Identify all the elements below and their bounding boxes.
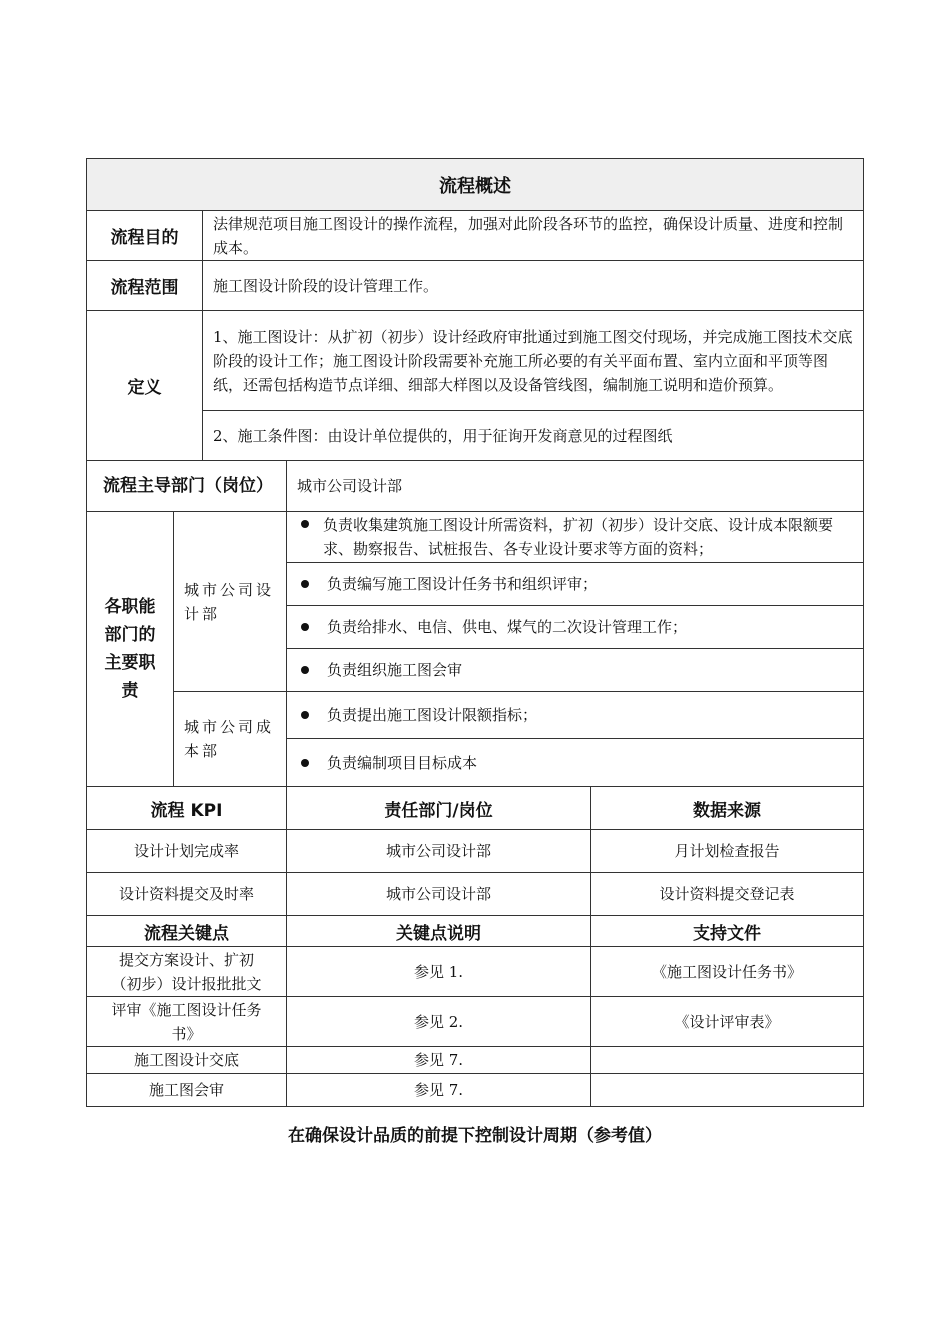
keypoint-cell — [590, 1073, 864, 1107]
keypoint-cell: 参见 7. — [286, 1046, 591, 1074]
keypoint-cell: 参见 2. — [286, 996, 591, 1047]
kpi-header: 流程 KPI — [86, 786, 287, 830]
duty-item: 负责收集建筑施工图设计所需资料，扩初（初步）设计交底、设计成本限额要求、勘察报告、试桩报告、各专业设计要求等方面的资料； — [286, 511, 864, 563]
responsibilities-label: 各职能部门的主要职责 — [86, 511, 174, 787]
lead-dept-value: 城市公司设计部 — [286, 460, 864, 512]
keypoint-cell: 《施工图设计任务书》 — [590, 946, 864, 997]
duty-item: 负责编写施工图设计任务书和组织评审； — [286, 562, 864, 606]
keypoint-cell: 参见 1. — [286, 946, 591, 997]
bullet-icon — [301, 711, 309, 719]
keypoint-header: 支持文件 — [590, 915, 864, 947]
bullet-icon — [301, 520, 309, 528]
keypoint-cell: 评审《施工图设计任务书》 — [86, 996, 287, 1047]
purpose-text: 法律规范项目施工图设计的操作流程，加强对此阶段各环节的监控，确保设计质量、进度和控制成本。 — [202, 210, 864, 261]
keypoint-header: 流程关键点 — [86, 915, 287, 947]
bullet-icon — [301, 759, 309, 767]
scope-text: 施工图设计阶段的设计管理工作。 — [202, 260, 864, 311]
duty-item: 负责组织施工图会审 — [286, 648, 864, 692]
section-heading: 在确保设计品质的前提下控制设计周期（参考值） — [288, 1125, 662, 1146]
keypoint-cell — [590, 1046, 864, 1074]
purpose-label: 流程目的 — [86, 210, 203, 261]
kpi-header: 责任部门/岗位 — [286, 786, 591, 830]
overview-title: 流程概述 — [86, 158, 864, 211]
bullet-icon — [301, 623, 309, 631]
keypoint-cell: 《设计评审表》 — [590, 996, 864, 1047]
duty-item: 负责提出施工图设计限额指标； — [286, 691, 864, 739]
duty-item: 负责编制项目目标成本 — [286, 738, 864, 787]
bullet-icon — [301, 580, 309, 588]
keypoint-cell: 提交方案设计、扩初（初步）设计报批批文 — [86, 946, 287, 997]
lead-dept-label: 流程主导部门（岗位） — [86, 460, 287, 512]
keypoint-cell: 施工图设计交底 — [86, 1046, 287, 1074]
kpi-cell: 设计资料提交登记表 — [590, 872, 864, 916]
kpi-header: 数据来源 — [590, 786, 864, 830]
dept-name-cost: 城市公司成本部 — [173, 691, 287, 787]
kpi-cell: 城市公司设计部 — [286, 829, 591, 873]
keypoint-cell: 参见 7. — [286, 1073, 591, 1107]
definition-item-1: 1、施工图设计：从扩初（初步）设计经政府审批通过到施工图交付现场，并完成施工图技术交底阶段的设计工作；施工图设计阶段需要补充施工所必要的有关平面布置、室内立面和平顶等图纸，还需包括构造节点详细、细部大样图以及设备管线图，编制施工说明和造价预算。 — [202, 310, 864, 411]
definition-label: 定义 — [86, 310, 203, 461]
bullet-icon — [301, 666, 309, 674]
definition-item-2: 2、施工条件图：由设计单位提供的，用于征询开发商意见的过程图纸 — [202, 410, 864, 461]
kpi-cell: 月计划检查报告 — [590, 829, 864, 873]
duty-item: 负责给排水、电信、供电、煤气的二次设计管理工作； — [286, 605, 864, 649]
kpi-cell: 设计计划完成率 — [86, 829, 287, 873]
kpi-cell: 城市公司设计部 — [286, 872, 591, 916]
dept-name-design: 城市公司设计部 — [173, 511, 287, 692]
kpi-cell: 设计资料提交及时率 — [86, 872, 287, 916]
keypoint-header: 关键点说明 — [286, 915, 591, 947]
keypoint-cell: 施工图会审 — [86, 1073, 287, 1107]
scope-label: 流程范围 — [86, 260, 203, 311]
